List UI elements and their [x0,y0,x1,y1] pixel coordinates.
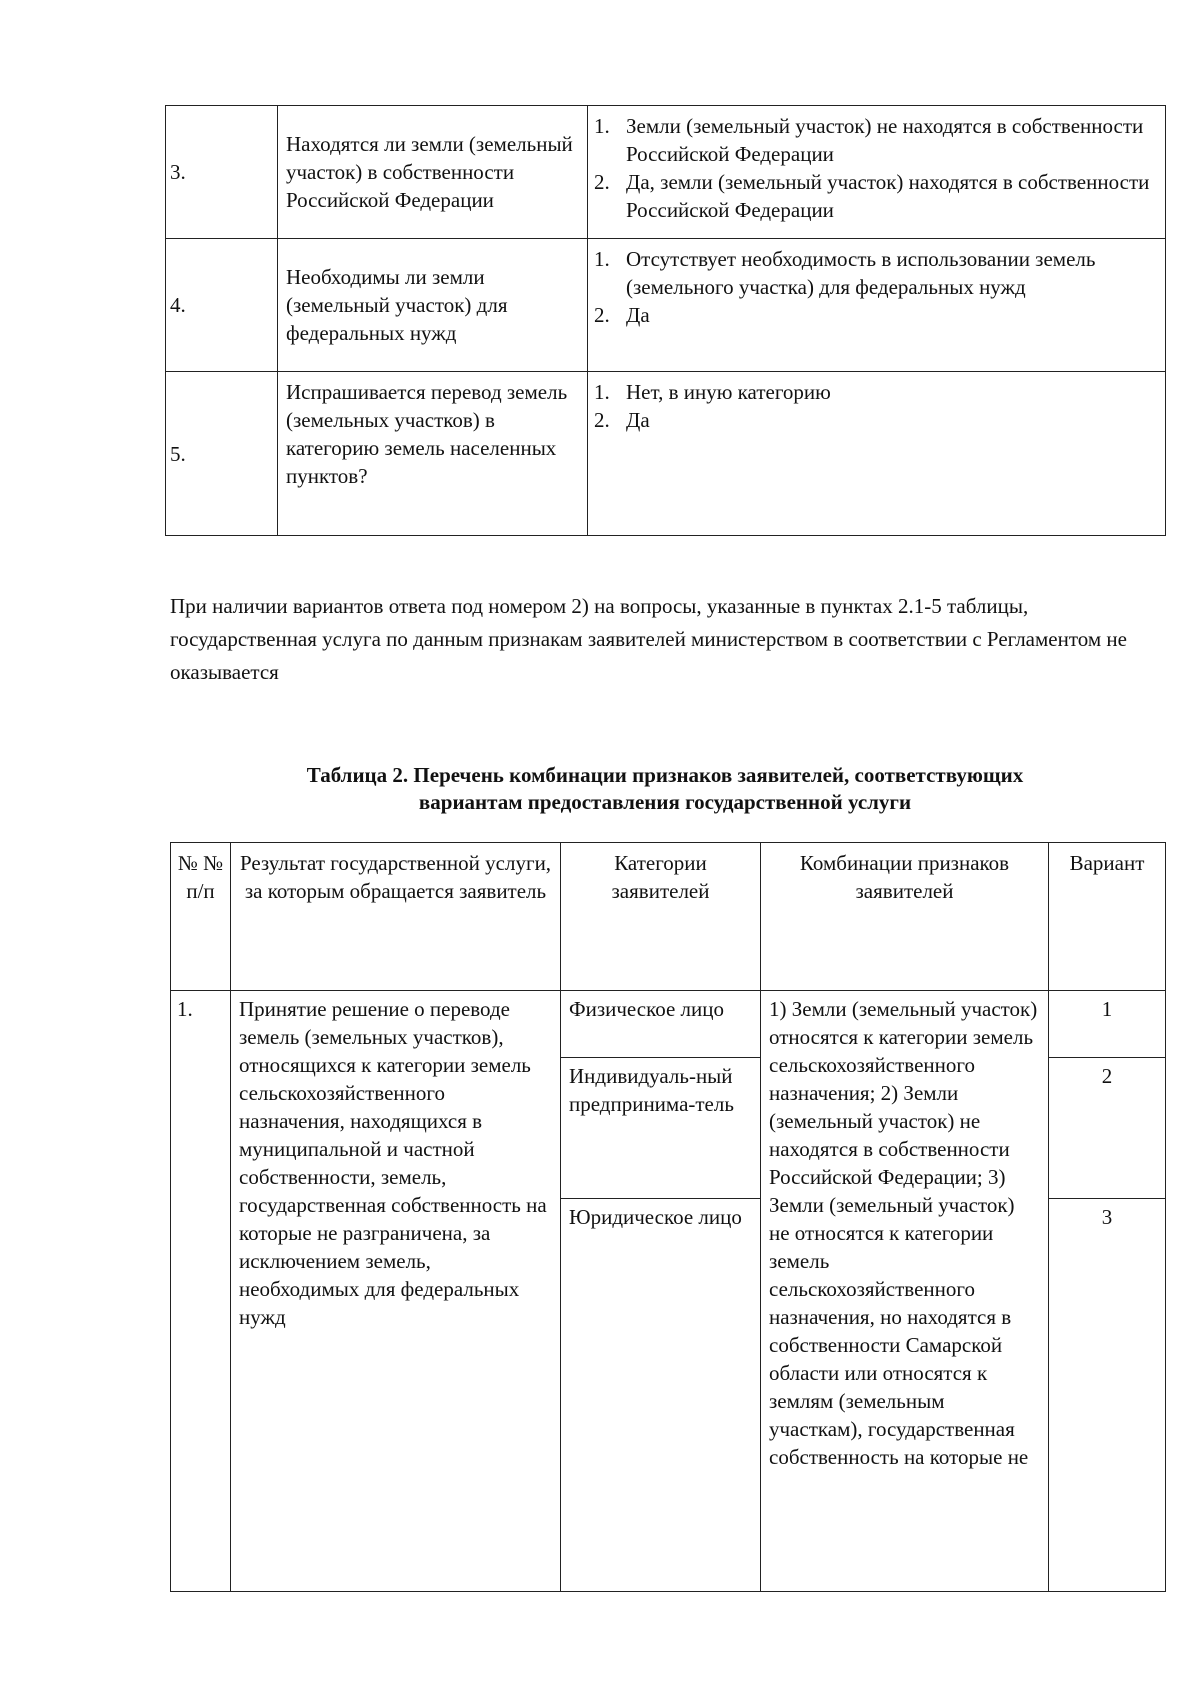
answer-item: 2. Да [594,303,650,327]
answers-cell [588,239,1166,372]
table-row [166,106,1166,239]
answer-item: 1. Земли (земельный участок) не находятся в собственности Российской Федерации [594,114,1144,166]
answer-item: 2. Да [594,408,650,432]
combination-cell: 1) Земли (земельный участок) относятся к категории земель сельскохозяйственного назначения; 2) Земли (земельный участок) не находятся в собственности Российской Федерации; 3) Земли (земельный участок) не относятся к категории земель сельскохозяйственного назначения, но находятся в собственности Самарской области или относятся к землям (земельным участкам), государственная собственность на которые не [761,991,1049,1592]
variant-cell: 3 [1049,1199,1166,1592]
questions-table [165,105,1166,536]
table-row [166,239,1166,372]
combinations-table [170,842,1166,1592]
answers-cell [588,106,1166,239]
category-cell: Индивидуаль-ный предпринима-тель [561,1058,761,1199]
header-combination: Комбинации признаков заявителей [761,843,1049,991]
row-number: 3. [166,106,278,239]
header-number: № № п/п [171,843,231,991]
question-cell: Испрашивается перевод земель (земельных участков) в категорию земель населенных пунктов? [278,372,588,536]
answer-item: 1. Нет, в иную категорию [594,380,831,404]
table-header-row [171,843,1166,991]
answers-cell [588,372,1166,536]
row-number: 4. [166,239,278,372]
result-cell: Принятие решение о переводе земель (земельных участков), относящихся к категории земель сельскохозяйственного назначения, находящихся в муниципальной и частной собственности, земель, государственная собственность на которые не разграничена, за исключением земель, необходимых для федеральных нужд [231,991,561,1592]
category-cell: Юридическое лицо [561,1199,761,1592]
variant-cell: 1 [1049,991,1166,1058]
question-cell: Находятся ли земли (земельный участок) в собственности Российской Федерации [278,106,588,239]
row-number: 5. [166,372,278,536]
table-row [171,991,1166,1058]
header-category: Категории заявителей [561,843,761,991]
variant-cell: 2 [1049,1058,1166,1199]
row-number: 1. [171,991,231,1592]
table-row [166,372,1166,536]
answer-item: 2. Да, земли (земельный участок) находятся в собственности Российской Федерации [594,170,1150,222]
header-variant: Вариант [1049,843,1166,991]
table-caption: Таблица 2. Перечень комбинации признаков заявителей, соответствующих вариантам предоставления государственной услуги [306,763,1024,814]
question-cell: Необходимы ли земли (земельный участок) для федеральных нужд [278,239,588,372]
category-cell: Физическое лицо [561,991,761,1058]
note-paragraph: При наличии вариантов ответа под номером 2) на вопросы, указанные в пунктах 2.1-5 таблицы, государственная услуга по данным признакам заявителей министерством в соответствии с Регламентом не оказывается [170,594,1127,684]
header-result: Результат государственной услуги, за которым обращается заявитель [231,843,561,991]
answer-item: 1. Отсутствует необходимость в использовании земель (земельного участка) для федеральных нужд [594,247,1096,299]
